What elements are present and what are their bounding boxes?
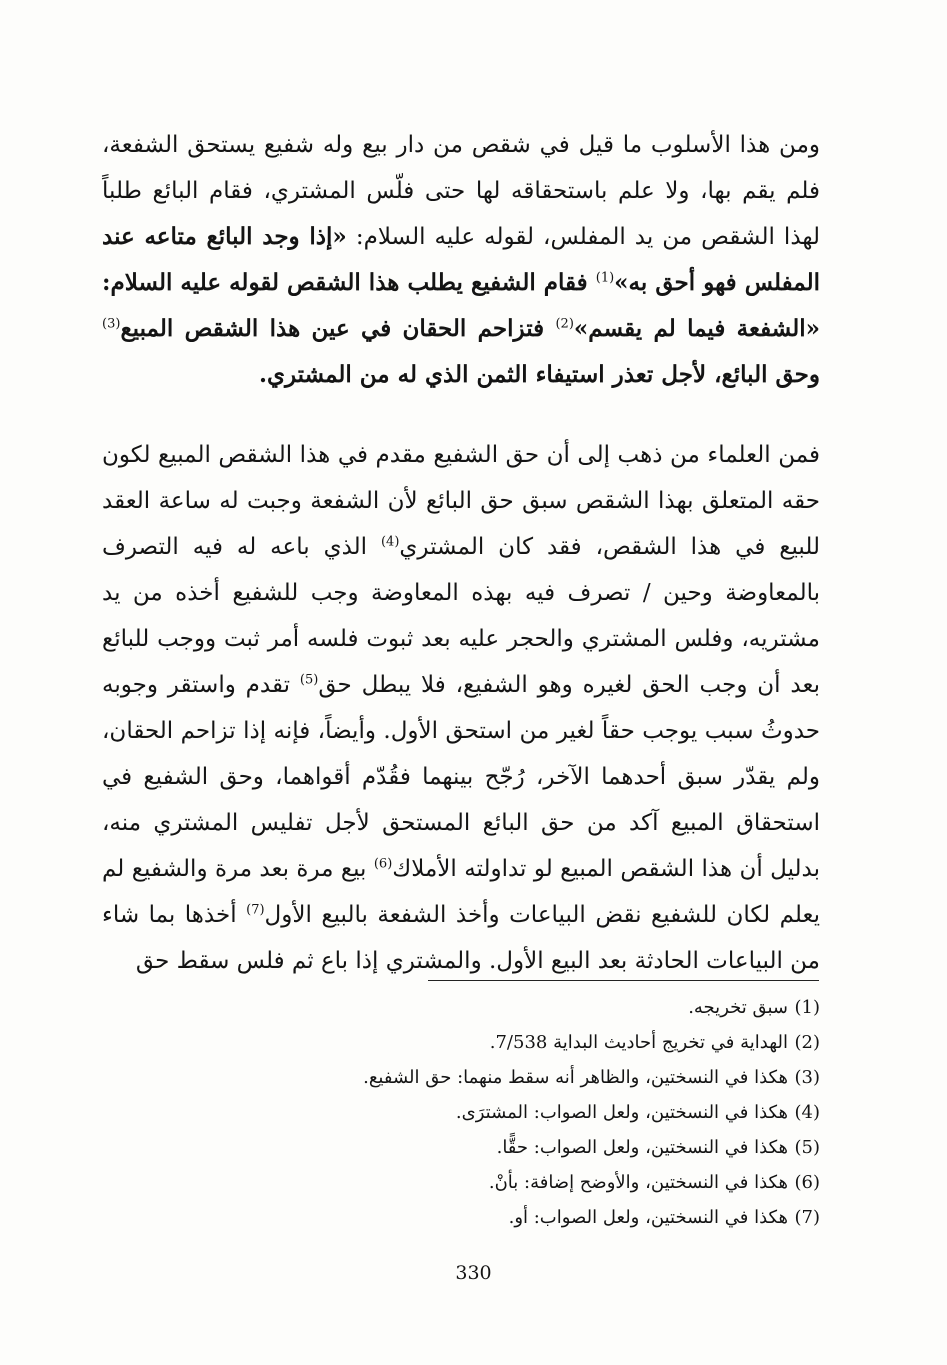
footnote-ref-2[interactable]: (2) [555, 316, 574, 332]
paragraph-2-text-3: تقدم واستقر وجوبه حدوثُ سبب يوجب حقاً لغير من استحق الأول. وأيضاً، فإنه إذا تزاحم الحقان، ولم يقدّر سبق أحدهما الآخر، رُجّح بينهما فقُدّم أقواهما، وحق الشفيع في استحقاق المبيع آكد من حق البائع المستحق لأجل تفليس المشتري منه، بدليل أن هذا الشقص المبيع لو تداولته الأملاك [102, 672, 820, 882]
footnote-number: (4) [794, 1102, 820, 1123]
hadith-quote-1: «إذا وجد البائع متاعه عند المفلس فهو أحق به» [102, 223, 820, 296]
footnote-item [120, 1200, 820, 1235]
footnote-ref-6[interactable]: (6) [373, 856, 393, 872]
paragraph-2-text-2: الذي باعه له فيه التصرف بالمعاوضة وحين / تصرف فيه بهذه المعاوضة وجب للشفيع أخذه من يد مشتريه، وفلس المشتري والحجر عليه بعد ثبوت فلسه أمر ثبت ووجب للبائع بعد أن وجب الحق لغيره وهو الشفيع، فلا يبطل حق [102, 534, 820, 698]
footnote-number: (6) [794, 1172, 820, 1193]
paragraph-2 [102, 432, 820, 984]
footnote-item [120, 1060, 820, 1095]
footnote-ref-7[interactable]: (7) [246, 902, 265, 918]
footnote-text: هكذا في النسختين، ولعل الصواب: المشترَى. [455, 1102, 788, 1123]
footnote-ref-5[interactable]: (5) [299, 672, 319, 688]
paragraph-2-text-5: أخذها بما شاء من البياعات الحادثة بعد البيع الأول. والمشتري إذا باع ثم فلس سقط حق [102, 902, 820, 974]
footnote-number: (2) [794, 1032, 820, 1053]
footnote-item [120, 1095, 820, 1130]
footnote-number: (3) [794, 1067, 820, 1088]
footnote-text: هكذا في النسختين، والظاهر أنه سقط منهما: حق الشفيع. [363, 1067, 788, 1088]
paragraph-1 [102, 122, 820, 398]
footnote-divider [428, 980, 819, 981]
footnote-text: سبق تخريجه. [688, 997, 788, 1018]
footnote-number: (5) [794, 1137, 820, 1158]
footnote-number: (1) [794, 997, 820, 1018]
paragraph-1-bold-2: فقام الشفيع يطلب هذا الشقص لقوله عليه السلام: «الشفعة فيما لم يقسم» [102, 269, 821, 342]
footnote-item [120, 1025, 820, 1060]
footnotes-list [120, 990, 820, 1235]
page-number: 330 [455, 1262, 492, 1284]
paragraph-1-text-1: ومن هذا الأسلوب ما قيل في شقص من دار بيع وله شفيع يستحق الشفعة، فلم يقم بها، ولا علم باستحقاقه لها حتى فلّس المشتري، فقام البائع طلباً لهذا الشقص من يد المفلس، لقوله عليه السلام: [102, 132, 821, 250]
footnote-text: هكذا في النسختين، ولعل الصواب: حقًّا. [496, 1137, 788, 1158]
footnote-text: الهداية في تخريج أحاديث البداية 7/538. [489, 1032, 788, 1053]
paragraph-2-text-4: بيع مرة بعد مرة والشفيع لم يعلم لكان للشفيع نقض البياعات وأخذ الشفعة بالبيع الأول [102, 856, 820, 928]
paragraph-1-bold-4: وحق البائع، لأجل تعذر استيفاء الثمن الذي له من المشتري. [258, 361, 820, 388]
footnote-ref-1[interactable]: (1) [595, 270, 615, 286]
footnote-text: هكذا في النسختين، والأوضح إضافة: بأنْ. [488, 1172, 788, 1193]
footnote-text: هكذا في النسختين، ولعل الصواب: أو. [508, 1207, 788, 1228]
footnote-ref-3[interactable]: (3) [102, 316, 121, 332]
paragraph-1-bold-3: فتزاحم الحقان في عين هذا الشقص المبيع [120, 315, 556, 342]
footnote-item [120, 990, 820, 1025]
footnote-ref-4[interactable]: (4) [380, 534, 400, 550]
footnote-item [120, 1165, 820, 1200]
footnote-item [120, 1130, 820, 1165]
paragraph-2-text-1: فمن العلماء من ذهب إلى أن حق الشفيع مقدم في هذا الشقص المبيع لكون حقه المتعلق بهذا الشقص سبق حق البائع لأن الشفعة وجبت له ساعة العقد للبيع في هذا الشقص، فقد كان المشتري [102, 442, 820, 560]
footnote-number: (7) [794, 1207, 820, 1228]
